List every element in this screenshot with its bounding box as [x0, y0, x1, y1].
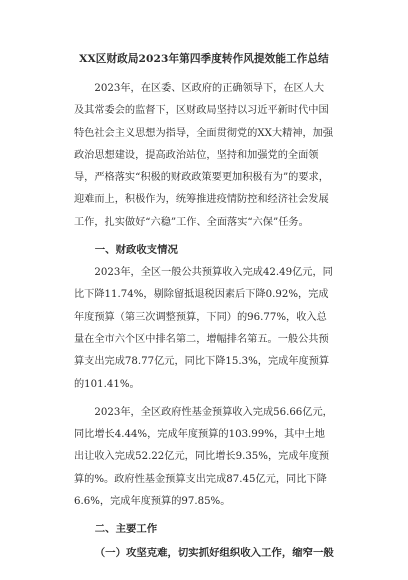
subsection-heading-revenue: （一）攻坚克难，切实抓好组织收入工作，缩窄一般 — [94, 547, 334, 560]
section-heading-main-work: 二、主要工作 — [94, 523, 158, 536]
section-heading-fiscal: 一、财政收支情况 — [94, 244, 178, 257]
intro-paragraph: 2023年，在区委、区政府的正确领导下，在区人大及其常委会的监督下，区财政局坚持以习近平新时代中国特色社会主义思想为指导，全面贯彻党的XX大精神，加强政治思想建设，提高政治站位，坚持和加强党的全面领导，严格落实“积极的财政政策要更加积极有为”的要求，迎难而上，积极作为，统筹推进疫情防控和经济社会发展工作，扎实做好“六稳”工作、全面落实“六保”任务。 — [74, 83, 334, 228]
fiscal-general-budget-paragraph: 2023年，全区一般公共预算收入完成42.49亿元，同比下降11.74%，剔除留抵退税因素后下降0.92%，完成年度预算（第三次调整预算，下同）的96.77%，收入总量在全市六个区中排名第二，增幅排名第五。一般公共预算支出完成78.77亿元，同比下降15.3%，完成年度预算的101.41%。 — [74, 267, 333, 390]
fiscal-fund-budget-paragraph: 2023年，全区政府性基金预算收入完成56.66亿元，同比增长4.44%，完成年度预算的103.99%，其中土地出让收入完成52.22亿元，同比增长9.35%，完成年度预算的%。政府性基金预算支出完成87.45亿元，同比下降6.6%，完成年度预算的97.85%。 — [74, 406, 333, 508]
document-title: XX区财政局2023年第四季度转作风提效能工作总结 — [79, 53, 329, 65]
